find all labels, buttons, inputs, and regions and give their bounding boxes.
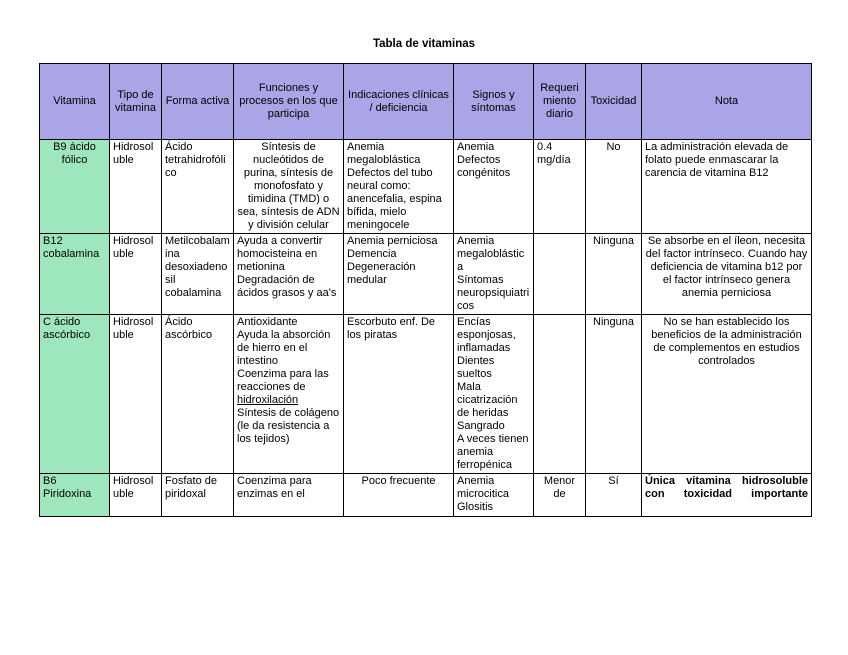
vitamins-table	[39, 63, 812, 517]
header-cell: Tipo de vitamina	[110, 64, 162, 140]
sign-line: Síntomas neuropsiquiatricos	[457, 274, 530, 312]
type-cell: Hidrosoluble	[110, 315, 162, 474]
indication-line: Anemia perniciosa	[347, 235, 438, 247]
indications-cell	[344, 474, 454, 517]
header-cell: Forma activa	[162, 64, 234, 140]
active-form-cell: Ácido ascórbico	[162, 315, 234, 474]
note-cell: La administración elevada de folato puede enmascarar la carencia de vitamina B12	[642, 140, 812, 234]
toxicity-cell: Sí	[586, 474, 642, 517]
indications-cell	[344, 315, 454, 474]
note-cell: Se absorbe en el íleon, necesita del factor intrínseco. Cuando hay deficiencia de vitamina b12 por el factor intrínseco genera anemia perniciosa	[642, 234, 812, 315]
table-row	[40, 234, 812, 315]
header-cell: Signos y síntomas	[454, 64, 534, 140]
type-cell: Hidrosoluble	[110, 140, 162, 234]
requirement-cell: Menor de	[534, 474, 586, 517]
functions-line: Coenzima para las reacciones de	[237, 368, 329, 393]
functions-line: hidroxilación	[237, 394, 299, 406]
signs-cell	[454, 234, 534, 315]
vitamin-name-cell: B12 cobalamina	[40, 234, 110, 315]
requirement-cell	[534, 315, 586, 474]
functions-cell	[234, 140, 344, 234]
type-cell: Hidrosoluble	[110, 474, 162, 517]
sign-line: Sangrado	[457, 420, 505, 432]
toxicity-cell: Ninguna	[586, 315, 642, 474]
functions-cell	[234, 474, 344, 517]
sign-line: Glositis	[457, 501, 494, 513]
note-cell: Única vitamina hidrosoluble con toxicidad importante	[642, 474, 812, 517]
active-form-cell: Metilcobalamina desoxiadenosil cobalamina	[162, 234, 234, 315]
toxicity-cell: Ninguna	[586, 234, 642, 315]
functions-line: Ayuda la absorción de hierro en el intestino	[237, 329, 331, 367]
sign-line: A veces tienen anemia ferropénica	[457, 433, 529, 471]
signs-cell	[454, 315, 534, 474]
type-cell: Hidrosoluble	[110, 234, 162, 315]
sign-line: Mala cicatrización de heridas	[457, 381, 518, 419]
table-row	[40, 315, 812, 474]
header-cell: Nota	[642, 64, 812, 140]
page-title: Tabla de vitaminas	[372, 38, 476, 50]
header-cell: Requerimiento diario	[534, 64, 586, 140]
vitamin-name-cell: B6 Piridoxina	[40, 474, 110, 517]
table-row	[40, 140, 812, 234]
sign-line: Encías esponjosas, inflamadas	[457, 316, 516, 354]
functions-line: Síntesis de colágeno (le da resistencia a los tejidos)	[237, 407, 340, 445]
indications-cell	[344, 234, 454, 315]
sign-line: Anemia microcitica	[457, 475, 509, 500]
requirement-cell: 0.4 mg/día	[534, 140, 586, 234]
functions-line: Ayuda a convertir homocisteina en metionina	[237, 235, 323, 273]
indications-cell	[344, 140, 454, 234]
functions-line: Degradación de ácidos grasos y aa's	[237, 274, 337, 299]
requirement-cell	[534, 234, 586, 315]
table-row	[40, 474, 812, 517]
note-cell: No se han establecido los beneficios de la administración de complementos en estudios controlados	[642, 315, 812, 474]
header-cell: Indicaciones clínicas / deficiencia	[344, 64, 454, 140]
signs-cell	[454, 474, 534, 517]
functions-line: Antioxidante	[237, 316, 298, 328]
sign-line: Anemia	[457, 141, 495, 153]
sign-line: Dientes sueltos	[457, 355, 495, 380]
indication-line: Escorbuto enf. De los piratas	[347, 316, 436, 341]
functions-cell	[234, 315, 344, 474]
indication-line: Poco frecuente	[361, 475, 436, 487]
header-row	[40, 64, 812, 140]
active-form-cell: Ácido tetrahidrofólico	[162, 140, 234, 234]
active-form-cell: Fosfato de piridoxal	[162, 474, 234, 517]
toxicity-cell: No	[586, 140, 642, 234]
signs-cell	[454, 140, 534, 234]
indication-line: Anemia megaloblástica	[347, 141, 421, 166]
indication-line: Degeneración medular	[347, 261, 416, 286]
vitamin-name-cell: C ácido ascórbico	[40, 315, 110, 474]
indication-line: Defectos del tubo neural como: anencefalia, espina bífida, mielo meningocele	[347, 167, 442, 231]
sign-line: Defectos congénitos	[457, 154, 511, 179]
functions-line: Síntesis de nucleótidos de purina, síntesis de monofosfato y timidina (TMD) o sea, síntesis de ADN y división celular	[237, 141, 340, 231]
sign-line: Anemia megaloblástica	[457, 235, 525, 273]
functions-line: Coenzima para enzimas en el	[237, 475, 312, 500]
header-cell: Funciones y procesos en los que participa	[234, 64, 344, 140]
functions-cell	[234, 234, 344, 315]
indication-line: Demencia	[347, 248, 397, 260]
vitamin-name-cell: B9 ácido fólico	[40, 140, 110, 234]
header-cell: Vitamina	[40, 64, 110, 140]
header-cell: Toxicidad	[586, 64, 642, 140]
